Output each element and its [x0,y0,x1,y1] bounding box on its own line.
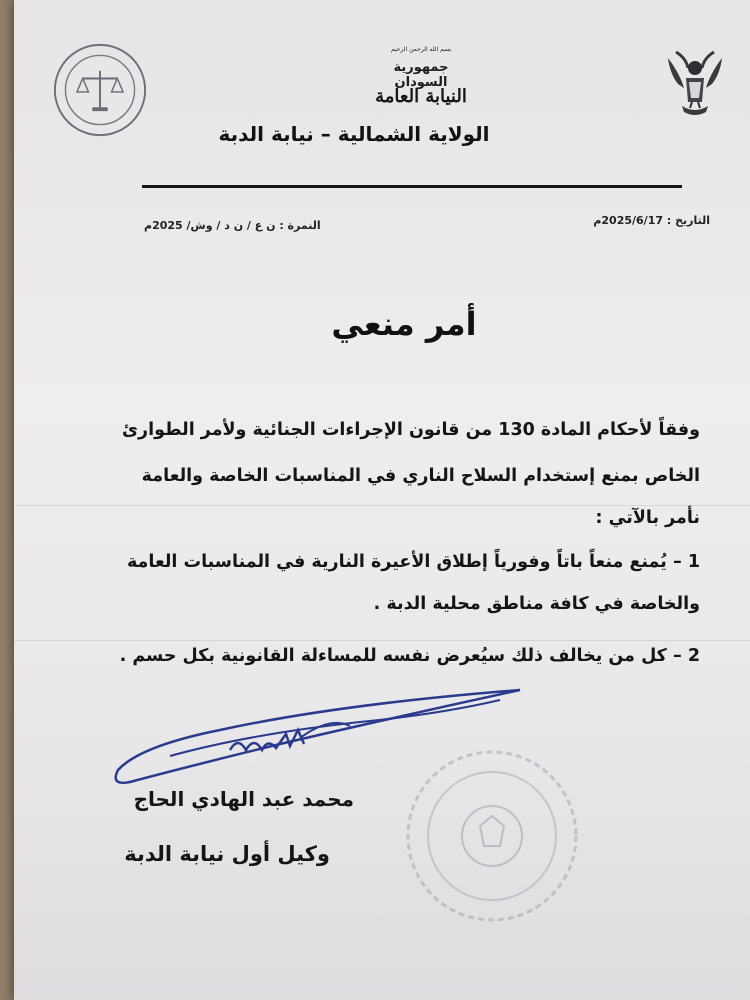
order-item: 2 – كل من يخالف ذلك سيُعرض نفسه للمساءلة القانونية بكل حسم . [119,646,700,666]
order-item: والخاصة في كافة مناطق محلية الدبة . [373,594,700,614]
signature-icon [100,686,530,796]
order-title: أمر منعي [331,305,477,343]
body-line: وفقاً لأحكام المادة 130 من قانون الإجراءات الجنائية ولأمر الطوارئ [122,420,700,440]
header-divider [142,185,682,188]
paper-fold [14,505,750,506]
body-line: الخاص بمنع إستخدام السلاح الناري في المناسبات الخاصة والعامة [141,466,700,486]
authority-name: النيابة العامة [375,86,467,107]
basmala-text: بسم الله الرحمن الرحيم [390,46,452,53]
document-page [14,0,750,1000]
office-heading: الولاية الشمالية – نيابة الدبة [218,122,490,146]
paper-fold [14,640,750,641]
document-date: التاريخ : 2025/6/17م [593,214,710,227]
republic-name: جمهورية السودان [393,60,449,90]
document-reference: النمرة : ن ع / ن د / وش/ 2025م [144,219,321,232]
signatory-title: وكيل أول نيابة الدبة [124,842,330,866]
body-line: نأمر بالآتي : [595,508,700,528]
sudan-emblem-icon [662,44,728,124]
public-prosecution-seal-icon [52,42,148,138]
order-item: 1 – يُمنع منعاً باتاً وفورياً إطلاق الأعيرة النارية في المناسبات العامة [126,552,700,572]
signatory-name: محمد عبد الهادي الحاج [133,787,354,811]
